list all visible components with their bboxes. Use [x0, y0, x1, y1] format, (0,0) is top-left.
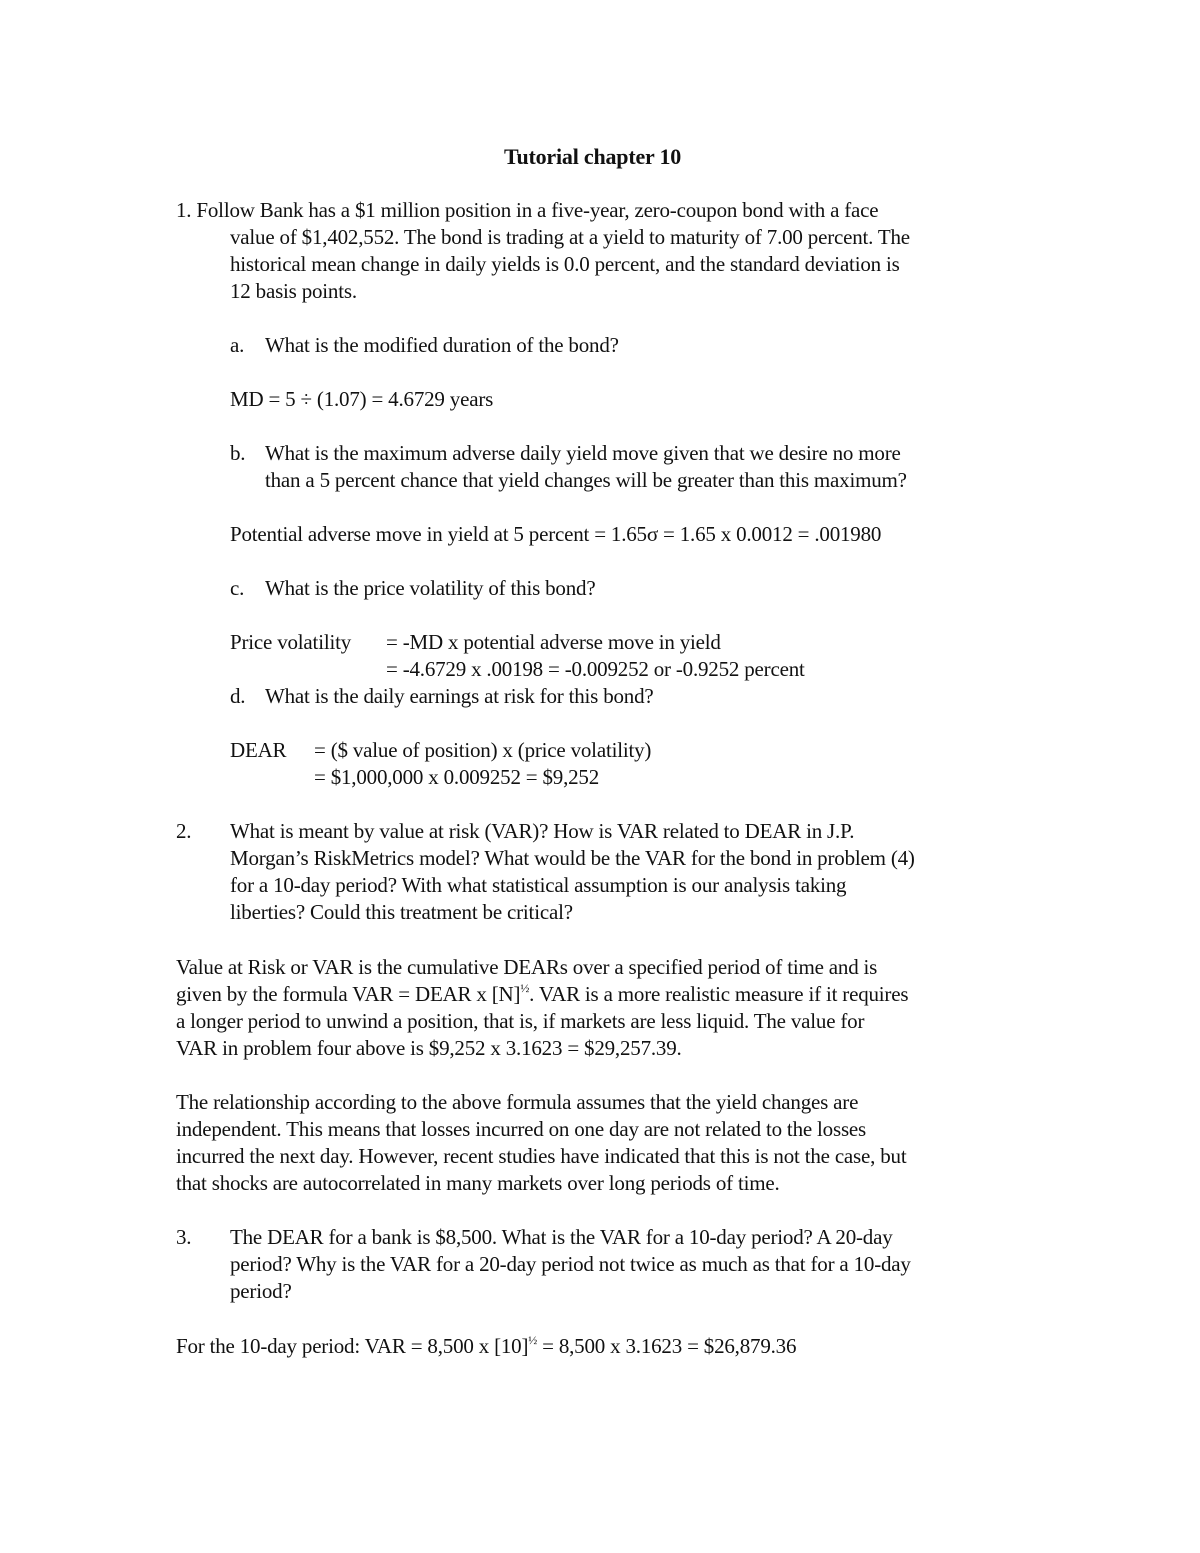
q3-line-3: period? [230, 1279, 292, 1303]
q1-line-2: value of $1,402,552. The bond is trading at a yield to maturity of 7.00 percent. The [230, 225, 910, 249]
q2-number: 2. [176, 819, 192, 843]
q1c-answer-line-2: = -4.6729 x .00198 = -0.009252 or -0.9252 percent [386, 657, 805, 681]
q2-line-1: What is meant by value at risk (VAR)? How is VAR related to DEAR in J.P. [230, 819, 855, 843]
q1c-answer-line-1: = -MD x potential adverse move in yield [386, 630, 721, 654]
q1-line-3: historical mean change in daily yields is 0.0 percent, and the standard deviation is [230, 252, 900, 276]
q1a-answer: MD = 5 ÷ (1.07) = 4.6729 years [230, 387, 494, 411]
q1a-question: What is the modified duration of the bond? [265, 333, 619, 357]
q1d-answer-label: DEAR [230, 738, 287, 762]
half-exponent: ½ [520, 981, 530, 995]
q2-answer-p1-line-2a: given by the formula VAR = DEAR x [N] [176, 982, 521, 1006]
q1b-label: b. [230, 441, 246, 465]
q3-answer-b: = 8,500 x 3.1623 = $26,879.36 [537, 1334, 797, 1358]
q3-answer [176, 1333, 796, 1360]
q1d-question: What is the daily earnings at risk for this bond? [265, 684, 654, 708]
q2-answer-p2-line-2: independent. This means that losses incurred on one day are not related to the losses [176, 1117, 867, 1141]
q1a-label: a. [230, 333, 245, 357]
q1b-question-line-2: than a 5 percent chance that yield changes will be greater than this maximum? [265, 468, 907, 492]
q2-answer-p1-line-1: Value at Risk or VAR is the cumulative DEARs over a specified period of time and is [176, 955, 878, 979]
q2-line-4: liberties? Could this treatment be critical? [230, 900, 573, 924]
q3-answer-a: For the 10-day period: VAR = 8,500 x [10] [176, 1334, 529, 1358]
q2-answer-p1-line-2 [176, 981, 908, 1008]
q2-line-2: Morgan’s RiskMetrics model? What would be the VAR for the bond in problem (4) [230, 846, 915, 870]
q1-line-1: 1. Follow Bank has a $1 million position in a five-year, zero-coupon bond with a face [176, 198, 879, 222]
q1d-answer-line-1: = ($ value of position) x (price volatility) [314, 738, 652, 762]
q2-answer-p1-line-3: a longer period to unwind a position, that is, if markets are less liquid. The value for [176, 1009, 865, 1033]
q2-answer-p1-line-4: VAR in problem four above is $9,252 x 3.1623 = $29,257.39. [176, 1036, 682, 1060]
q2-answer-p1-line-2b: . VAR is a more realistic measure if it requires [529, 982, 909, 1006]
q2-answer-p2-line-1: The relationship according to the above formula assumes that the yield changes are [176, 1090, 859, 1114]
q1b-question-line-1: What is the maximum adverse daily yield move given that we desire no more [265, 441, 901, 465]
q1c-label: c. [230, 576, 245, 600]
q2-answer-p2-line-4: that shocks are autocorrelated in many markets over long periods of time. [176, 1171, 780, 1195]
q2-answer-p2-line-3: incurred the next day. However, recent studies have indicated that this is not the case, but [176, 1144, 907, 1168]
q1c-answer-label: Price volatility [230, 630, 352, 654]
q2-line-3: for a 10-day period? With what statistical assumption is our analysis taking [230, 873, 847, 897]
half-exponent: ½ [528, 1333, 538, 1347]
q1c-question: What is the price volatility of this bond? [265, 576, 596, 600]
q1-line-4: 12 basis points. [230, 279, 357, 303]
q3-number: 3. [176, 1225, 192, 1249]
q3-line-1: The DEAR for a bank is $8,500. What is the VAR for a 10-day period? A 20-day [230, 1225, 893, 1249]
page-title: Tutorial chapter 10 [504, 144, 682, 169]
q3-line-2: period? Why is the VAR for a 20-day period not twice as much as that for a 10-day [230, 1252, 911, 1276]
q1b-answer: Potential adverse move in yield at 5 percent = 1.65σ = 1.65 x 0.0012 = .001980 [230, 522, 882, 546]
q1d-answer-line-2: = $1,000,000 x 0.009252 = $9,252 [314, 765, 600, 789]
q1d-label: d. [230, 684, 246, 708]
